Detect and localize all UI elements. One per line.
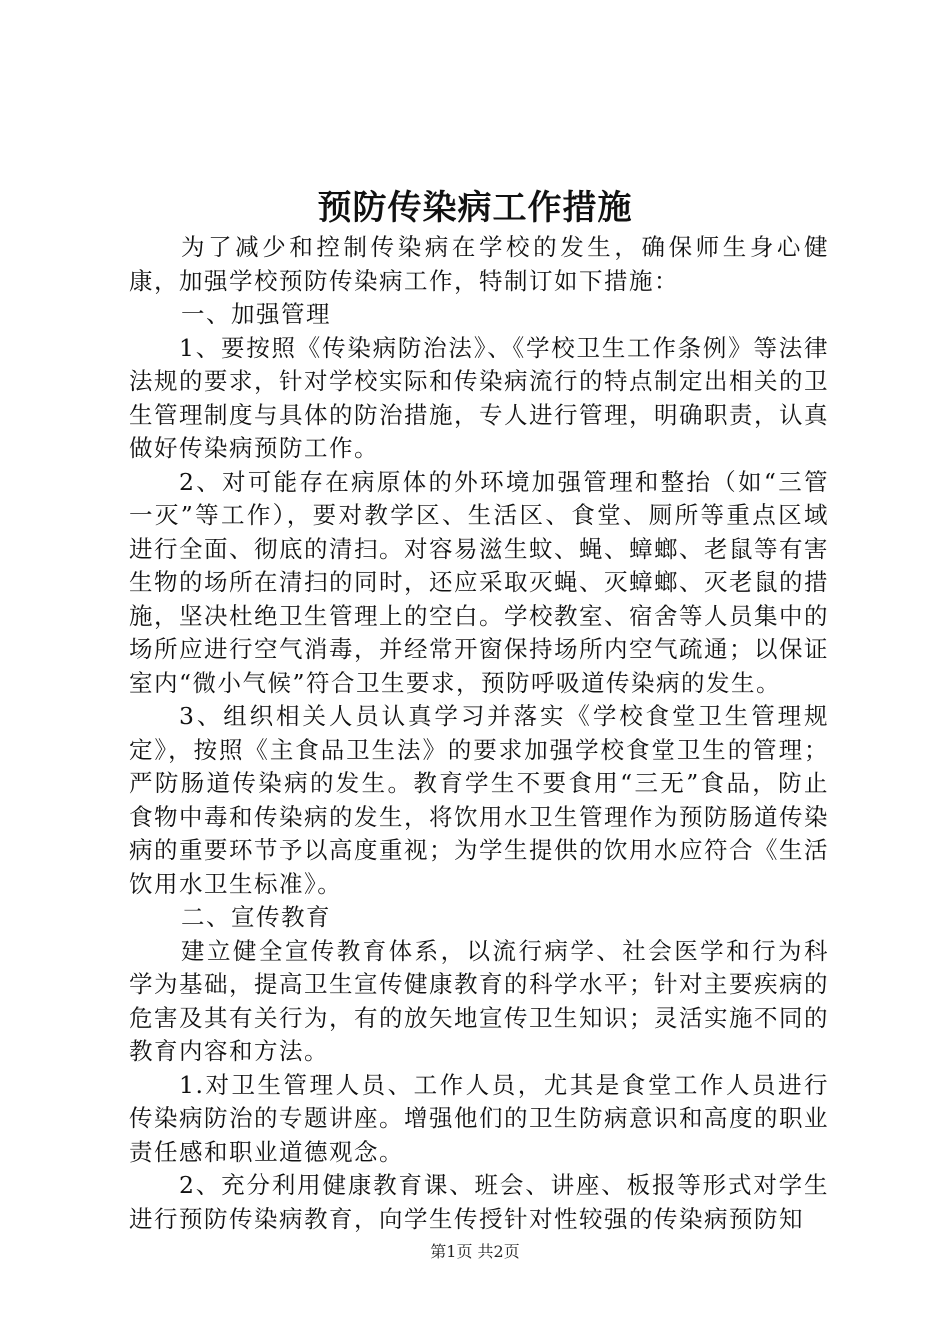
page-number-footer: 第1页 共2页 [430, 1242, 520, 1261]
section-heading-education: 二、宣传教育 [181, 903, 331, 931]
education-item-2: 2、充分利用健康教育课、班会、讲座、板报等形式对学生进行预防传染病教育，向学生传授针对性较强的传染病预防知 [129, 1171, 829, 1233]
education-item-1: 1.对卫生管理人员、工作人员，尤其是食堂工作人员进行传染病防治的专题讲座。增强他们的卫生防病意识和高度的职业责任感和职业道德观念。 [129, 1070, 829, 1166]
management-item-3: 3、组织相关人员认真学习并落实《学校食堂卫生管理规定》，按照《主食品卫生法》的要求加强学校食堂卫生的管理；严防肠道传染病的发生。教育学生不要食用“三无”食品，防止食物中毒和传染病的发生，将饮用水卫生管理作为预防肠道传染病的重要环节予以高度重视；为学生提供的饮用水应符合《生活饮用水卫生标准》。 [129, 702, 829, 898]
intro-paragraph: 为了减少和控制传染病在学校的发生，确保师生身心健康，加强学校预防传染病工作，特制订如下措施： [129, 233, 829, 295]
document-body [129, 231, 829, 1236]
education-intro-paragraph: 建立健全宣传教育体系，以流行病学、社会医学和行为科学为基础，提高卫生宣传健康教育的科学水平；针对主要疾病的危害及其有关行为，有的放矢地宣传卫生知识；灵活实施不同的教育内容和方法。 [129, 936, 829, 1065]
section-heading-management: 一、加强管理 [181, 300, 331, 328]
management-item-1: 1、要按照《传染病防治法》、《学校卫生工作条例》等法律法规的要求，针对学校实际和传染病流行的特点制定出相关的卫生管理制度与具体的防治措施，专人进行管理，明确职责，认真做好传染病预防工作。 [129, 333, 829, 462]
document-title: 预防传染病工作措施 [317, 188, 633, 228]
management-item-2: 2、对可能存在病原体的外环境加强管理和整抬（如“三管一灭”等工作），要对教学区、生活区、食堂、厕所等重点区域进行全面、彻底的清扫。对容易滋生蚊、蝇、蟑螂、老鼠等有害生物的场所在清扫的同时，还应采取灭蝇、灭蟑螂、灭老鼠的措施，坚决杜绝卫生管理上的空白。学校教室、宿舍等人员集中的场所应进行空气消毒，并经常开窗保持场所内空气疏通；以保证室内“微小气候”符合卫生要求，预防呼吸道传染病的发生。 [129, 467, 829, 697]
